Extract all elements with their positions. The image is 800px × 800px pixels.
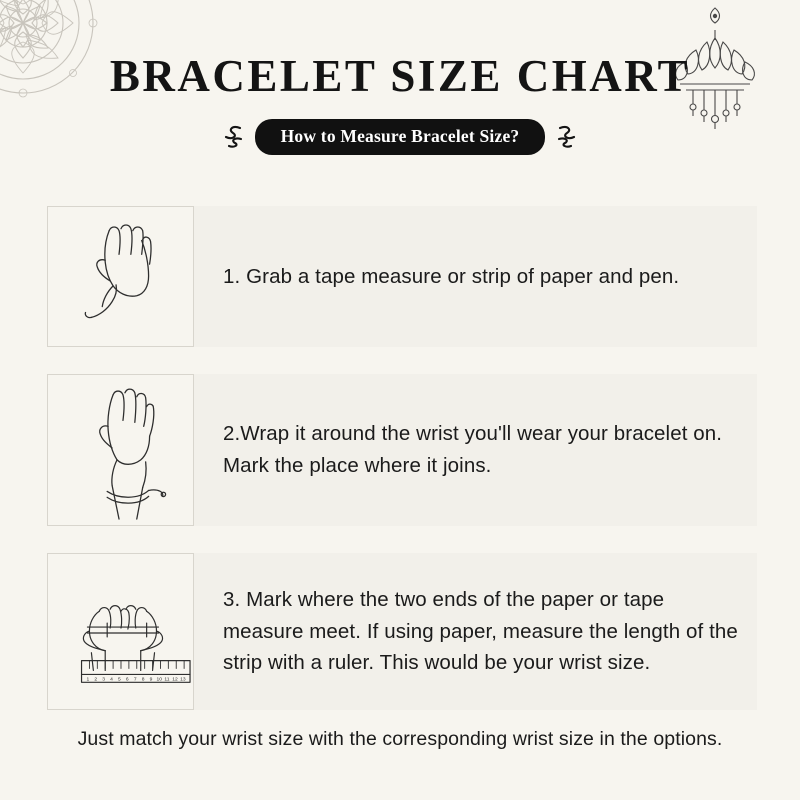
svg-text:12: 12 bbox=[172, 677, 178, 683]
svg-text:5: 5 bbox=[118, 677, 121, 683]
list-item bbox=[47, 374, 757, 526]
hand-wrapping-wrist-illustration bbox=[47, 374, 194, 526]
svg-text:11: 11 bbox=[164, 677, 170, 683]
hand-with-tape-measure-illustration bbox=[47, 206, 194, 347]
subtitle-pill: How to Measure Bracelet Size? bbox=[255, 119, 546, 155]
svg-text:2: 2 bbox=[94, 677, 98, 683]
list-item bbox=[47, 206, 757, 347]
footer-note: Just match your wrist size with the corresponding wrist size in the options. bbox=[77, 728, 723, 750]
flourish-icon bbox=[219, 122, 245, 152]
svg-text:6: 6 bbox=[125, 677, 129, 683]
page-header bbox=[0, 51, 800, 155]
svg-text:7: 7 bbox=[133, 677, 137, 683]
svg-text:9: 9 bbox=[149, 677, 153, 683]
hands-measuring-strip-with-ruler-illustration bbox=[47, 553, 194, 710]
flourish-icon bbox=[555, 122, 581, 152]
subtitle-row bbox=[0, 119, 800, 155]
page-title: BRACELET SIZE CHART bbox=[109, 51, 691, 101]
list-item-text: 1. Grab a tape measure or strip of paper and pen. bbox=[223, 264, 680, 288]
svg-text:13: 13 bbox=[180, 677, 186, 683]
svg-text:8: 8 bbox=[141, 677, 145, 683]
list-item-text: 3. Mark where the two ends of the paper or tape measure meet. If using paper, measure the length of the strip with a ruler. This would be your wrist size. bbox=[223, 587, 738, 675]
svg-text:3: 3 bbox=[102, 677, 106, 683]
list-item bbox=[47, 553, 757, 710]
list-item-text: 2.Wrap it around the wrist you'll wear your bracelet on. Mark the place where it joins. bbox=[223, 422, 723, 477]
svg-text:10: 10 bbox=[156, 677, 162, 683]
svg-text:4: 4 bbox=[110, 677, 113, 683]
steps-list bbox=[47, 206, 757, 737]
svg-text:1: 1 bbox=[86, 677, 90, 683]
